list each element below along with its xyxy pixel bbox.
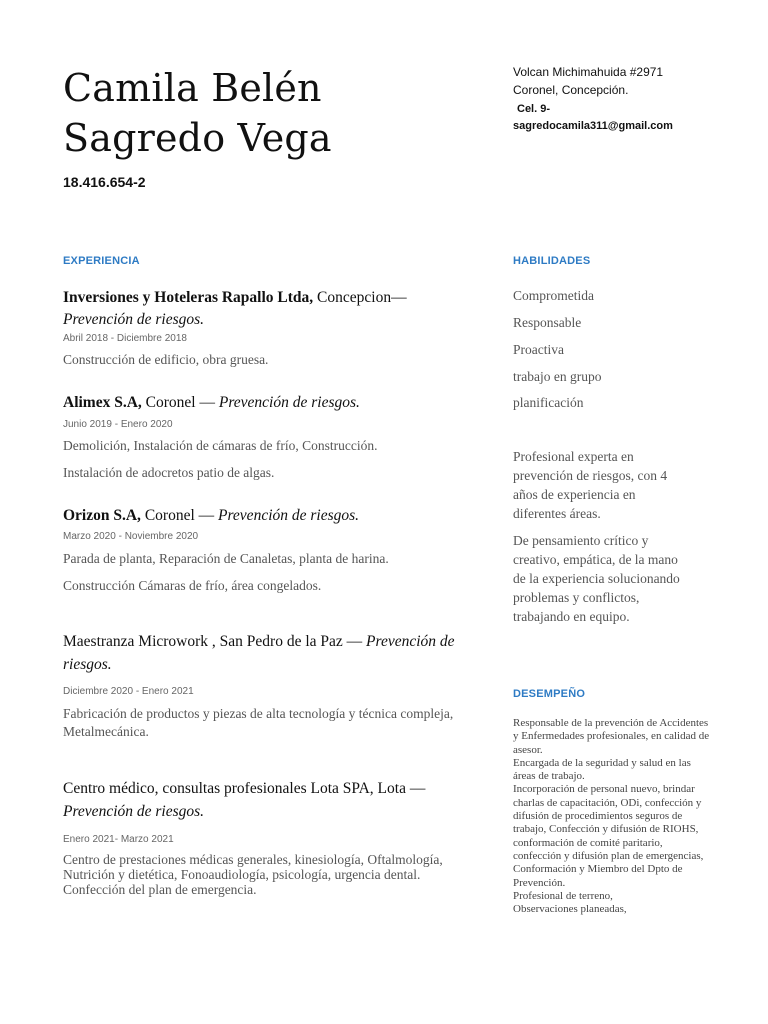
job-role: Prevención de riesgos. <box>63 633 455 673</box>
skill-item: trabajo en grupo <box>513 369 602 384</box>
job-dates: Marzo 2020 - Noviembre 2020 <box>63 531 199 542</box>
job-heading <box>63 777 463 823</box>
address-line-2: Coronel, Concepción. <box>513 83 629 97</box>
job-company: Alimex S.A, <box>63 394 142 411</box>
email-address[interactable]: sagredocamila311@gmail.com <box>513 120 673 132</box>
name-first-line: Camila Belén <box>63 66 322 110</box>
job-dates: Diciembre 2020 - Enero 2021 <box>63 686 194 697</box>
performance-description: Responsable de la prevención de Accidentes y Enfermedades profesionales, en calidad de asesor. Encargada de la seguridad y salud en las áreas de trabajo. Incorporación de personal nuevo, brindar charlas de capacitación, ODi, confección y difusión de procedimientos seguros de trabajo, Confección y difusión de RIOHS, conformación de comité paritario, confección y difusión plan de emergencias, Conformación y Miembro del Dpto de Prevención. Profesional de terreno, Observaciones planeadas, <box>513 717 710 916</box>
name-second-line: Sagredo Vega <box>63 116 332 160</box>
skill-item: Comprometida <box>513 288 594 303</box>
job-description: Parada de planta, Reparación de Canaletas, planta de harina. <box>63 551 389 566</box>
job-dates: Enero 2021- Marzo 2021 <box>63 834 174 845</box>
job-dates: Junio 2019 - Enero 2020 <box>63 419 173 430</box>
section-title-performance: DESEMPEÑO <box>513 688 586 700</box>
job-description: Construcción de edificio, obra gruesa. <box>63 352 269 367</box>
job-dates: Abril 2018 - Diciembre 2018 <box>63 333 187 344</box>
job-heading <box>63 392 463 414</box>
job-location: Coronel — <box>140 507 218 524</box>
job-role: Prevención de riesgos. <box>218 507 360 524</box>
job-role: Prevención de riesgos. <box>218 394 360 411</box>
job-description: Demolición, Instalación de cámaras de frío, Construcción. <box>63 438 378 453</box>
job-description: Construcción Cámaras de frío, área congelados. <box>63 578 322 593</box>
job-heading <box>63 287 443 331</box>
rut-number: 18.416.654-2 <box>63 174 146 190</box>
profile-traits: De pensamiento crítico y creativo, empática, de la mano de la experiencia solucionando problemas y conflictos, trabajando en equipo. <box>513 533 680 624</box>
job-company: Orizon S.A, <box>63 507 141 524</box>
phone-number: Cel. 9- <box>517 103 551 115</box>
address-line-1: Volcan Michimahuida #2971 <box>513 65 664 79</box>
job-heading <box>63 630 463 676</box>
job-description: Fabricación de productos y piezas de alta tecnología y técnica compleja, Metalmecánica. <box>63 706 454 739</box>
section-title-experience: EXPERIENCIA <box>63 255 140 267</box>
job-role: Prevención de riesgos. <box>63 311 205 328</box>
skill-item: planificación <box>513 395 584 410</box>
job-company: Inversiones y Hoteleras Rapallo Ltda, <box>63 289 314 306</box>
job-role: Prevención de riesgos. <box>63 803 205 820</box>
skill-item: Proactiva <box>513 342 564 357</box>
job-location: Concepcion— <box>313 289 407 306</box>
job-company: Maestranza Microwork , San Pedro de la Paz — <box>63 633 367 650</box>
job-company: Centro médico, consultas profesionales Lota SPA, Lota — <box>63 780 426 797</box>
job-location: Coronel — <box>141 394 219 411</box>
profile-summary: Profesional experta en prevención de riesgos, con 4 años de experiencia en diferentes áreas. <box>513 449 668 521</box>
section-title-skills: HABILIDADES <box>513 255 591 267</box>
job-heading <box>63 505 463 527</box>
job-description: Centro de prestaciones médicas generales, kinesiología, Oftalmología, Nutrición y dietética, Fonoaudiología, psicología, urgencia dental. Confección del plan de emergencia. <box>63 852 443 897</box>
skill-item: Responsable <box>513 315 582 330</box>
job-description: Instalación de adocretos patio de algas. <box>63 465 275 480</box>
